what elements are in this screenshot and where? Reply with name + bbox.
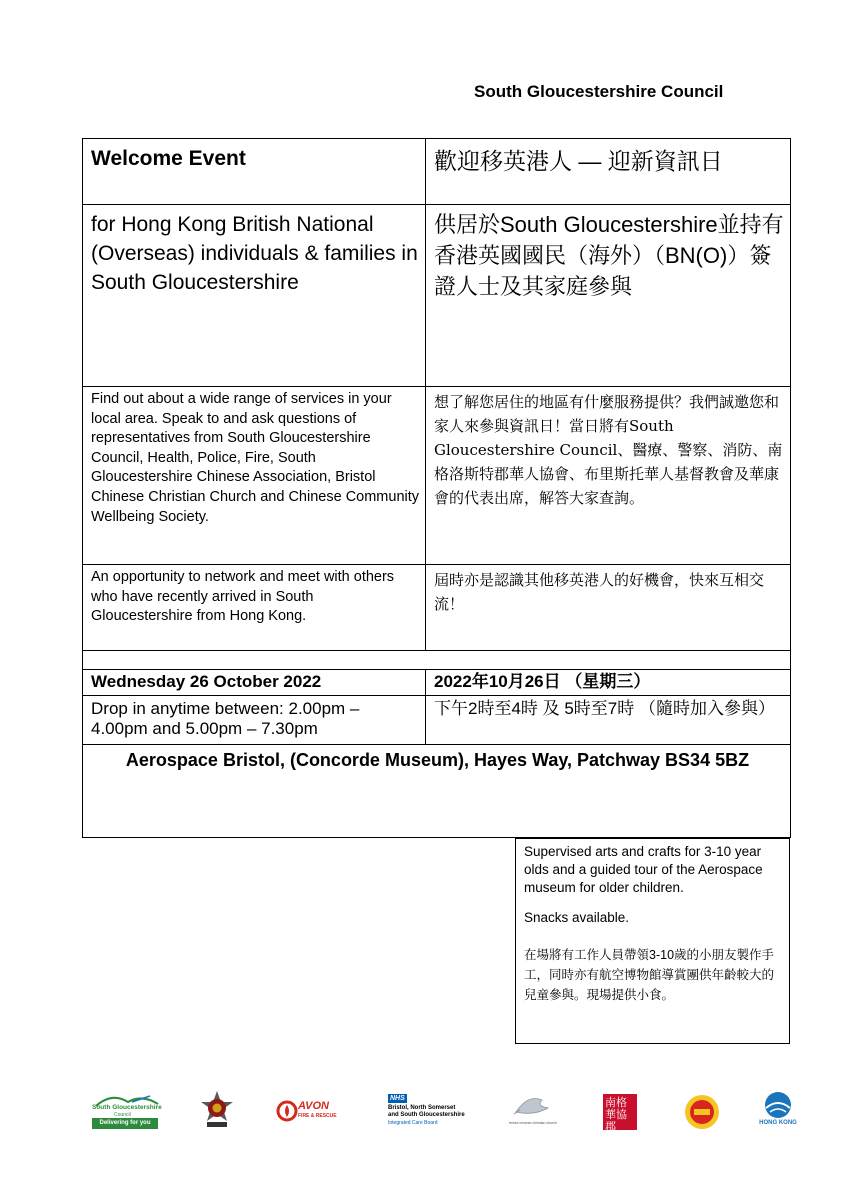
subtitle-row bbox=[83, 205, 790, 387]
venue-row bbox=[83, 745, 790, 837]
nhs-badge: NHS bbox=[390, 1095, 405, 1102]
activities-zh: 在場將有工作人員帶領3-10歲的小朋友製作手工，同時亦有航空博物館導賞團供年齡較大的兒童參與。現場提供小食。 bbox=[524, 948, 775, 1002]
date-en: Wednesday 26 October 2022 bbox=[83, 670, 426, 695]
nhs-line1: Bristol, North Somerset bbox=[388, 1105, 456, 1111]
hong-kong-name: HONG KONG bbox=[759, 1120, 797, 1126]
avon-sub: FIRE & RESCUE bbox=[298, 1113, 337, 1119]
nhs-line3: Integrated Care Board bbox=[388, 1120, 438, 1126]
dove-icon bbox=[508, 1092, 558, 1122]
spacer-row bbox=[83, 651, 790, 670]
hong-kong-emblem-icon bbox=[756, 1090, 800, 1120]
description-en: Find out about a wide range of services in your local area. Speak to and ask questions of representatives from South Gloucestershire Council, Health, Police, Fire, South Gloucestershire Chinese Association, Bristol Chinese Christian Church and Chinese Community Wellbeing Society. bbox=[83, 387, 426, 564]
hong-kong-logo bbox=[756, 1090, 800, 1132]
date-row bbox=[83, 670, 790, 696]
time-zh: 下午2時至4時 及 5時至7時 （隨時加入參與） bbox=[434, 699, 775, 718]
church-logo bbox=[508, 1092, 558, 1132]
sgc-name: South Gloucestershire bbox=[92, 1104, 162, 1111]
sgc-tagline: Delivering for you bbox=[92, 1118, 158, 1129]
nhs-line2: and South Gloucestershire bbox=[388, 1112, 465, 1118]
title-row bbox=[83, 139, 790, 205]
wellbeing-badge-icon bbox=[684, 1094, 720, 1130]
title-zh: 歡迎移英港人 — 迎新資訊日 bbox=[434, 148, 723, 174]
event-table bbox=[82, 138, 791, 838]
fire-badge-icon bbox=[276, 1100, 298, 1122]
subtitle-en: for Hong Kong British National (Overseas) individuals & families in South Gloucestershire bbox=[83, 205, 426, 386]
opportunity-en: An opportunity to network and meet with others who have recently arrived in South Gloucestershire from Hong Kong. bbox=[83, 565, 426, 650]
activities-box bbox=[515, 838, 790, 1044]
description-row bbox=[83, 387, 790, 565]
nhs-icb-logo bbox=[388, 1094, 478, 1130]
description-zh: 想了解您居住的地區有什麼服務提供？我們誠邀您和家人來參與資訊日！當日將有South Gloucestershire Council、醫療、警察、消防、南格洛斯特郡華人協會、布里斯托華人基督教會及華康會的代表出席，解答大家查詢。 bbox=[434, 393, 783, 507]
police-crest-icon bbox=[200, 1090, 234, 1130]
association-chars: 南格華協郡 bbox=[605, 1096, 627, 1133]
time-row bbox=[83, 696, 790, 745]
sgc-logo bbox=[92, 1090, 162, 1132]
sgc-sub: Council bbox=[114, 1112, 131, 1118]
organisation-name: South Gloucestershire Council bbox=[474, 82, 724, 101]
opportunity-zh: 屆時亦是認識其他移英港人的好機會，快來互相交流！ bbox=[434, 571, 765, 613]
venue: Aerospace Bristol, (Concorde Museum), Hayes Way, Patchway BS34 5BZ bbox=[125, 750, 750, 770]
sg-chinese-association-logo bbox=[603, 1094, 637, 1133]
activities-en: Supervised arts and crafts for 3-10 year olds and a guided tour of the Aerospace museum for older children. bbox=[524, 844, 763, 895]
subtitle-zh: 供居於South Gloucestershire並持有香港英國國民（海外）（BN(O)）簽證人士及其家庭參與 bbox=[434, 212, 784, 299]
opportunity-row bbox=[83, 565, 790, 651]
church-text: bristol chinese christian church bbox=[509, 1121, 557, 1125]
snacks-en: Snacks available. bbox=[524, 910, 630, 925]
time-en: Drop in anytime between: 2.00pm – 4.00pm and 5.00pm – 7.30pm bbox=[83, 696, 426, 744]
avon-name: AVON bbox=[298, 1100, 329, 1112]
date-zh: 2022年10月26日 （星期三） bbox=[434, 672, 651, 691]
avon-fire-logo bbox=[276, 1100, 346, 1124]
title-en: Welcome Event bbox=[83, 139, 426, 204]
wellbeing-society-logo bbox=[684, 1094, 720, 1130]
